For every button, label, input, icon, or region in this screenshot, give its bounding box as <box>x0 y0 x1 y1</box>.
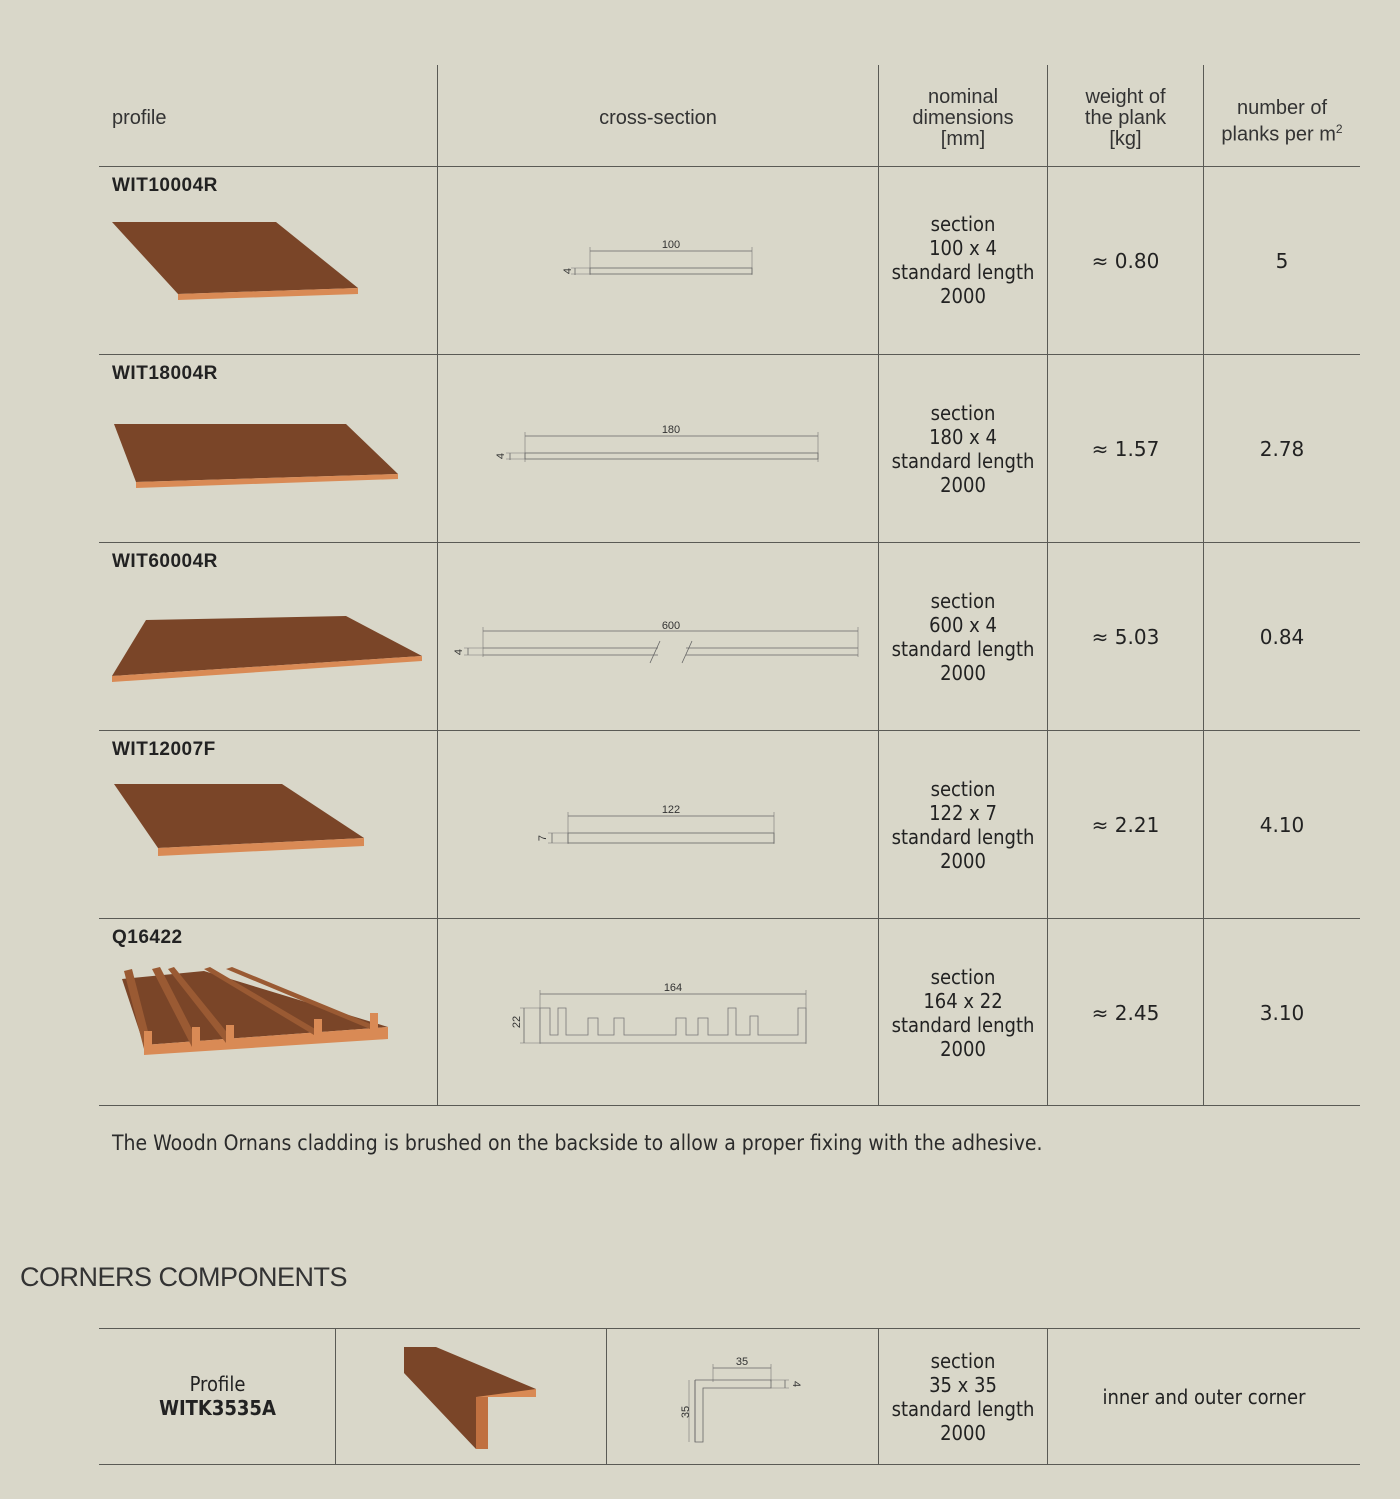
corners-top-rule <box>99 1328 1360 1329</box>
dim-line: 2000 <box>940 1421 986 1445</box>
dim-line: 100 x 4 <box>929 236 997 260</box>
corner-thickness-label: 4 <box>790 1380 802 1388</box>
column-divider <box>1047 65 1048 1105</box>
column-divider <box>606 1328 607 1464</box>
corner-profile-label: Profile <box>189 1372 246 1396</box>
thickness-dimension-label: 4 <box>453 648 465 656</box>
header-nominal-line: nominal <box>927 86 999 108</box>
planks-per-m2-value: 4.10 <box>1259 813 1305 837</box>
header-planks-text: planks per m <box>1221 123 1336 146</box>
cross-section-drawing <box>555 235 765 280</box>
dim-line: standard length <box>891 1397 1035 1421</box>
plank-image <box>110 780 380 865</box>
weight-value: ≈ 2.45 <box>1091 1001 1160 1025</box>
corner-profile-cell <box>100 1372 335 1420</box>
column-divider <box>1203 65 1204 1105</box>
dim-line: 2000 <box>940 661 986 685</box>
dim-line: section <box>930 777 996 801</box>
thickness-dimension-label: 4 <box>495 452 507 460</box>
cross-section-drawing <box>500 978 820 1053</box>
corner-nominal-dimensions-cell <box>879 1349 1047 1445</box>
dim-line: 180 x 4 <box>929 425 997 449</box>
nominal-dimensions-cell <box>879 401 1047 497</box>
dim-line: section <box>930 965 996 989</box>
header-nominal-dimensions <box>879 87 1047 150</box>
weight-value: ≈ 5.03 <box>1091 625 1160 649</box>
section-title-corners: CORNERS COMPONENTS <box>20 1262 348 1292</box>
corner-height-label: 35 <box>680 1405 692 1419</box>
table-header-rule <box>99 166 1360 167</box>
dim-line: section <box>930 212 996 236</box>
planks-per-m2-value: 3.10 <box>1259 1001 1305 1025</box>
row-divider <box>99 730 1360 731</box>
cross-section-drawing <box>530 800 790 850</box>
dim-line: 2000 <box>940 473 986 497</box>
dim-line: 2000 <box>940 284 986 308</box>
planks-per-m2-value: 2.78 <box>1259 437 1305 461</box>
weight-value: ≈ 0.80 <box>1091 249 1160 273</box>
width-dimension-label: 600 <box>661 620 681 632</box>
dim-line: 2000 <box>940 849 986 873</box>
dim-line: 2000 <box>940 1037 986 1061</box>
thickness-dimension-label: 7 <box>537 834 549 842</box>
profile-code: WIT10004R <box>112 175 218 196</box>
header-nominal-line: [mm] <box>940 128 986 150</box>
dim-line: standard length <box>891 637 1035 661</box>
row-divider <box>99 354 1360 355</box>
nominal-dimensions-cell <box>879 777 1047 873</box>
column-divider <box>437 65 438 1105</box>
header-planks-line: number of <box>1236 97 1328 119</box>
dim-line: section <box>930 589 996 613</box>
header-planks-superscript: 2 <box>1335 122 1343 136</box>
fluted-plank-image <box>108 965 398 1060</box>
row-divider <box>99 918 1360 919</box>
header-weight <box>1048 87 1203 150</box>
header-weight-line: the plank <box>1084 107 1167 129</box>
width-dimension-label: 100 <box>661 239 681 251</box>
corner-width-label: 35 <box>735 1356 749 1368</box>
plank-image <box>108 610 428 690</box>
width-dimension-label: 180 <box>661 424 681 436</box>
nominal-dimensions-cell <box>879 212 1047 308</box>
dim-line: section <box>930 401 996 425</box>
nominal-dimensions-cell <box>879 589 1047 685</box>
table-bottom-rule <box>99 1105 1360 1106</box>
dim-line: section <box>930 1349 996 1373</box>
corner-cross-section-drawing <box>675 1350 815 1450</box>
cross-section-drawing <box>490 420 830 470</box>
dim-line: 122 x 7 <box>929 801 997 825</box>
thickness-dimension-label: 22 <box>511 1015 523 1029</box>
profile-code: WIT60004R <box>112 551 218 572</box>
dim-line: standard length <box>891 825 1035 849</box>
column-divider <box>335 1328 336 1464</box>
planks-per-m2-value: 5 <box>1275 249 1289 273</box>
nominal-dimensions-cell <box>879 965 1047 1061</box>
corner-profile-image <box>398 1343 548 1458</box>
adhesive-note: The Woodn Ornans cladding is brushed on the backside to allow a proper fixing with the adhesive. <box>112 1131 1043 1155</box>
header-planks-per-m2 <box>1204 98 1360 146</box>
planks-per-m2-value: 0.84 <box>1259 625 1305 649</box>
header-nominal-line: dimensions <box>912 107 1014 129</box>
width-dimension-label: 122 <box>661 804 681 816</box>
plank-image <box>110 418 410 498</box>
header-cross-section: cross-section <box>599 107 717 129</box>
corners-bottom-rule <box>99 1464 1360 1465</box>
profile-code: Q16422 <box>112 927 183 948</box>
dim-line: standard length <box>891 1013 1035 1037</box>
dim-line: 600 x 4 <box>929 613 997 637</box>
corner-profile-code: WITK3535A <box>159 1396 276 1420</box>
dim-line: 35 x 35 <box>929 1373 997 1397</box>
corner-usage: inner and outer corner <box>1102 1385 1306 1409</box>
profile-code: WIT18004R <box>112 363 218 384</box>
row-divider <box>99 542 1360 543</box>
dim-line: 164 x 22 <box>923 989 1003 1013</box>
weight-value: ≈ 1.57 <box>1091 437 1160 461</box>
header-weight-line: weight of <box>1085 86 1166 108</box>
weight-value: ≈ 2.21 <box>1091 813 1160 837</box>
plank-image <box>110 218 370 308</box>
thickness-dimension-label: 4 <box>562 267 574 275</box>
header-planks-line <box>1204 119 1360 146</box>
header-profile: profile <box>112 107 167 129</box>
header-weight-line: [kg] <box>1109 128 1142 150</box>
profile-code: WIT12007F <box>112 739 216 760</box>
dim-line: standard length <box>891 449 1035 473</box>
dim-line: standard length <box>891 260 1035 284</box>
cross-section-drawing <box>448 615 868 670</box>
width-dimension-label: 164 <box>663 982 683 994</box>
